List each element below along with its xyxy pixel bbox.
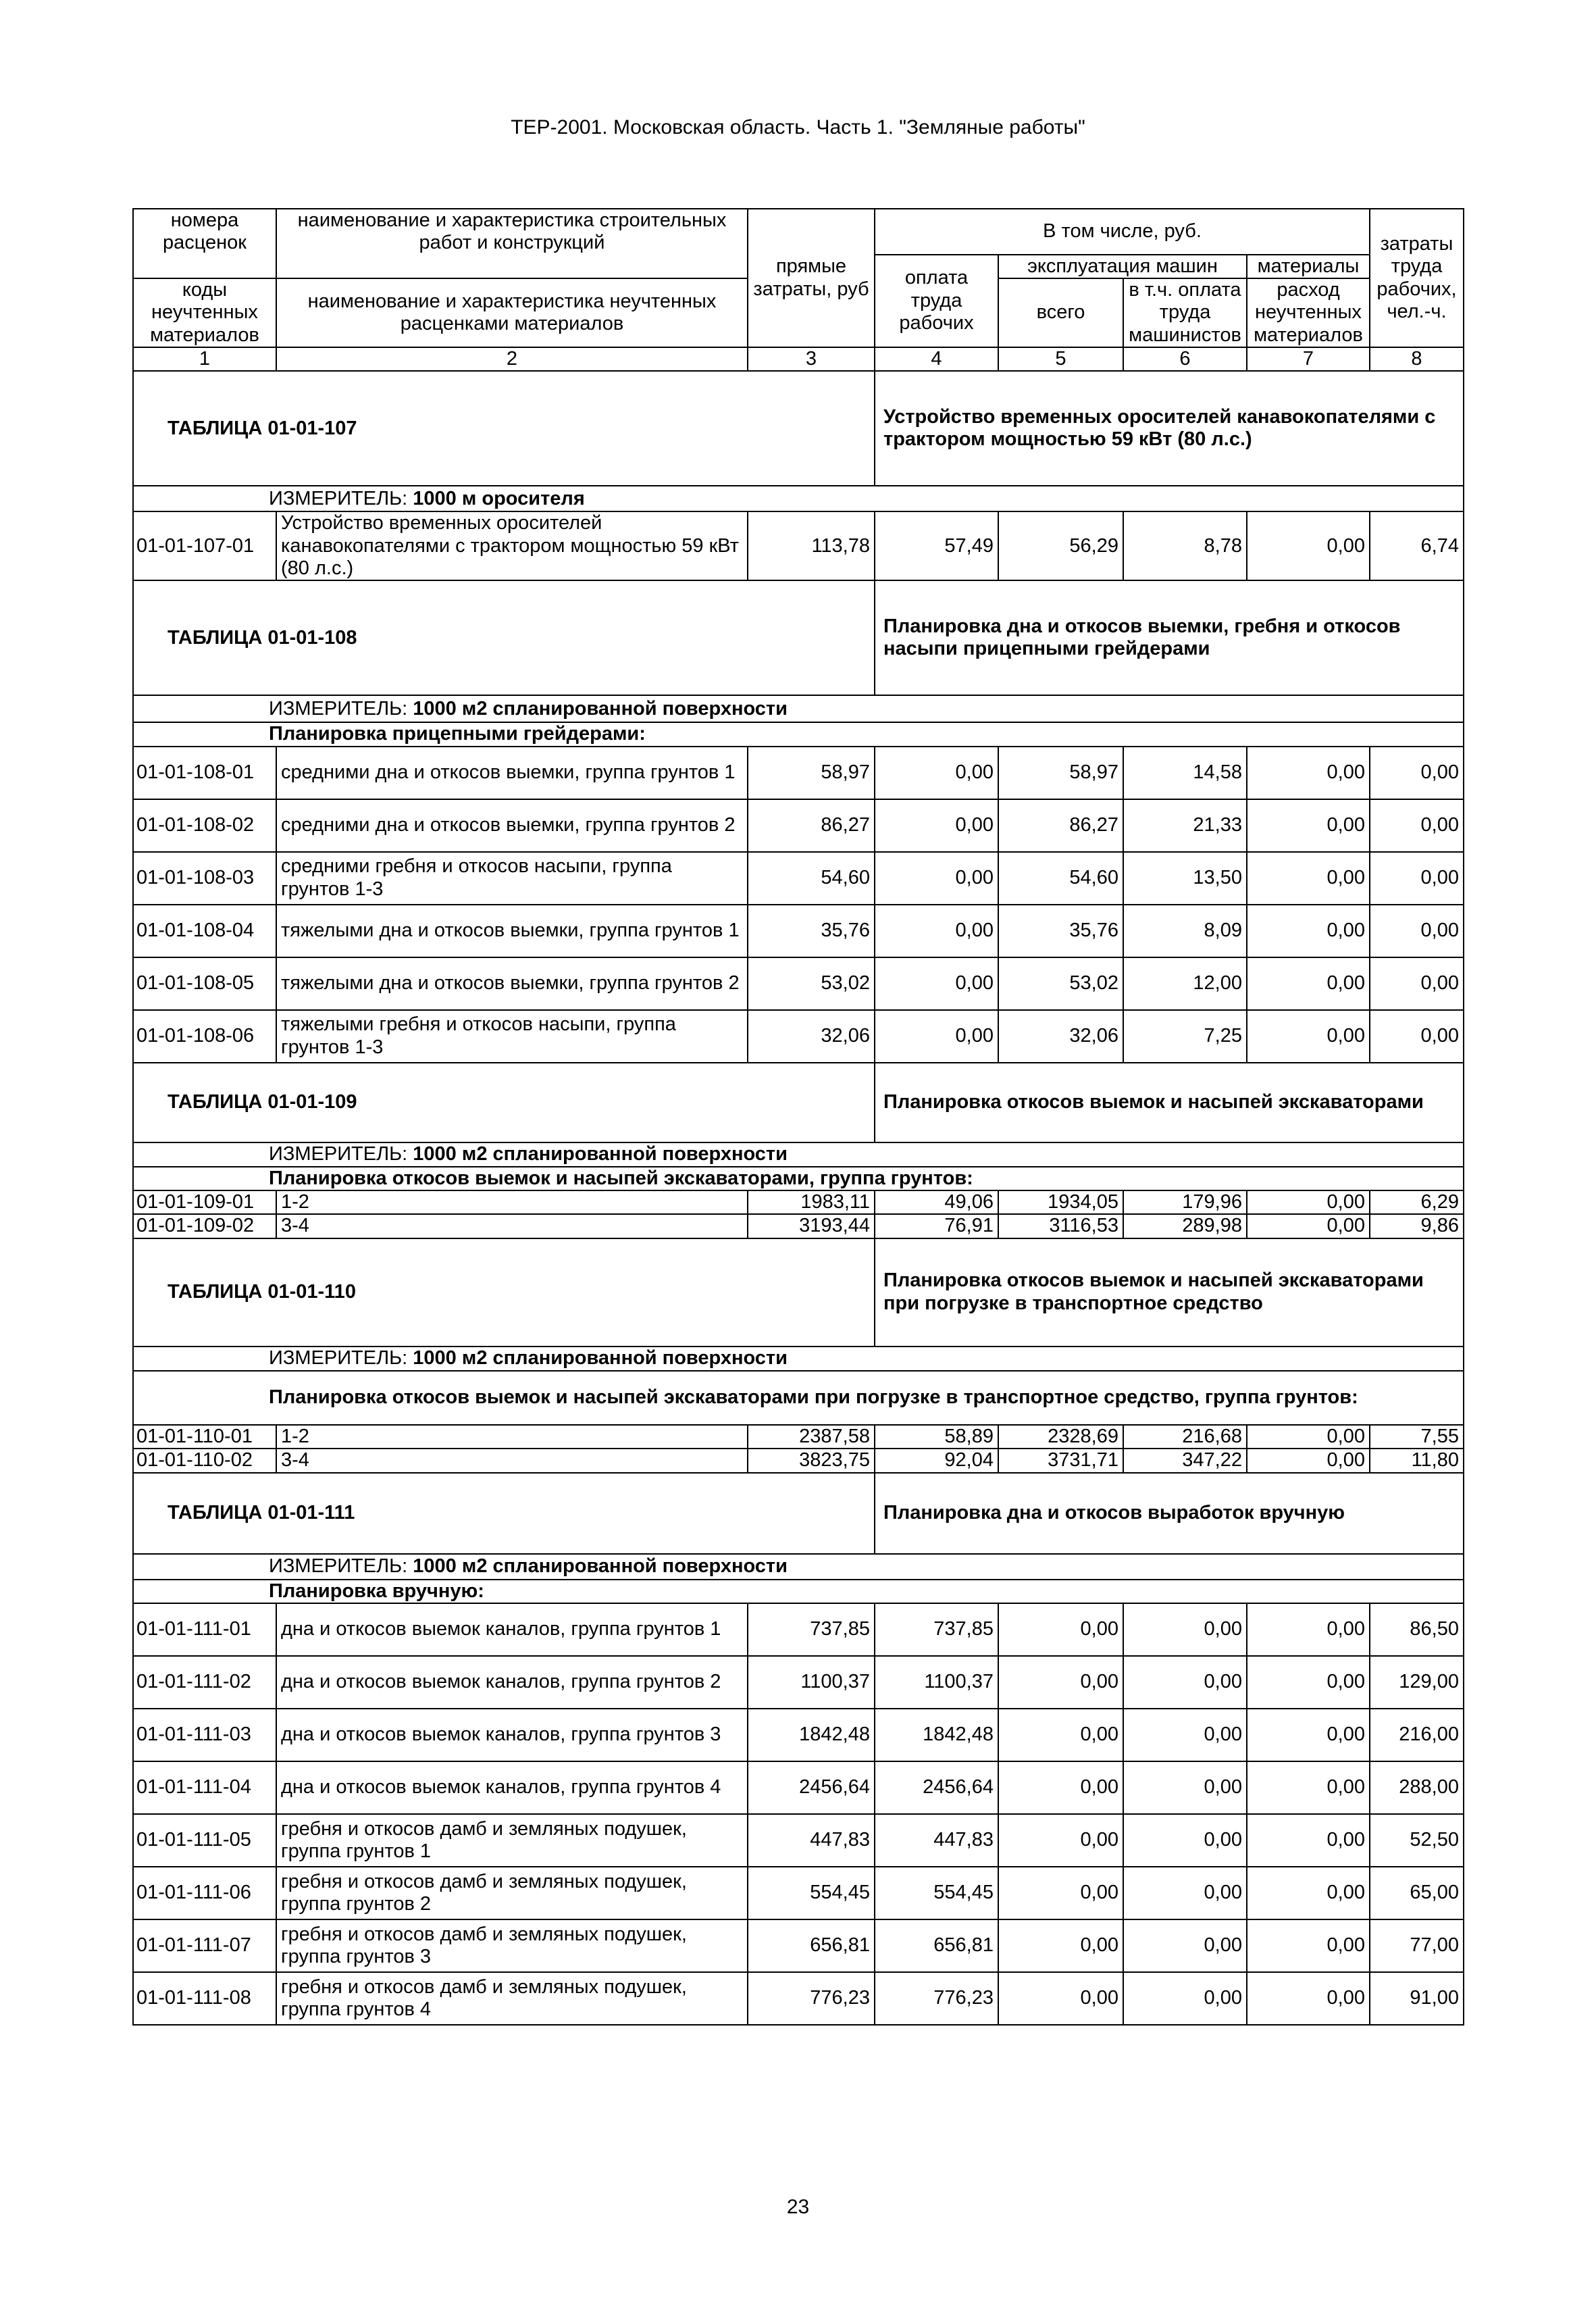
section-108 bbox=[133, 580, 1464, 1062]
section-subheading: Планировка откосов выемок и насыпей экскаваторами, группа грунтов: bbox=[133, 1167, 1464, 1190]
section-subheading: Планировка вручную: bbox=[133, 1580, 1464, 1603]
section-title: Планировка откосов выемок и насыпей экскаваторами bbox=[875, 1063, 1464, 1142]
header-numbers-row bbox=[133, 347, 1464, 371]
table-row: 01-01-108-02 средними дна и откосов выемки, группа грунтов 2 86,27 0,00 86,27 21,33 0,00 0,00 bbox=[133, 799, 1464, 852]
table-row: 01-01-108-06 тяжелыми гребня и откосов насыпи, группа грунтов 1-3 32,06 0,00 32,06 7,25 0,00 0,00 bbox=[133, 1010, 1464, 1063]
section-measure: ИЗМЕРИТЕЛЬ: 1000 м оросителя bbox=[133, 486, 1464, 511]
table-header bbox=[133, 209, 1464, 371]
header-col1-top: номера расценок bbox=[133, 209, 276, 255]
header-col6: в т.ч. оплата труда машинистов bbox=[1123, 278, 1247, 347]
header-col1-bottom: коды неучтенных материалов bbox=[133, 278, 276, 347]
price-table bbox=[132, 208, 1464, 2026]
section-table-label: ТАБЛИЦА 01-01-108 bbox=[133, 580, 875, 695]
section-111 bbox=[133, 1473, 1464, 2025]
page-number: 23 bbox=[786, 2196, 810, 2218]
section-table-label: ТАБЛИЦА 01-01-111 bbox=[133, 1473, 875, 1554]
table-row: 01-01-109-01 1-2 1983,11 49,06 1934,05 179,96 0,00 6,29 bbox=[133, 1190, 1464, 1214]
section-measure: ИЗМЕРИТЕЛЬ: 1000 м2 спланированной поверхности bbox=[133, 1142, 1464, 1167]
table-row: 01-01-109-02 3-4 3193,44 76,91 3116,53 289,98 0,00 9,86 bbox=[133, 1214, 1464, 1238]
section-109 bbox=[133, 1063, 1464, 1238]
table-row: 01-01-111-07 гребня и откосов дамб и земляных подушек, группа грунтов 3 656,81 656,81 0,00 0,00 0,00 77,00 bbox=[133, 1919, 1464, 1972]
table-row: 01-01-108-03 средними гребня и откосов насыпи, группа грунтов 1-3 54,60 0,00 54,60 13,50 0,00 0,00 bbox=[133, 852, 1464, 905]
section-measure: ИЗМЕРИТЕЛЬ: 1000 м2 спланированной поверхности bbox=[133, 1554, 1464, 1580]
page-header: ТЕР-2001. Московская область. Часть 1. "Земляные работы" bbox=[511, 116, 1085, 139]
header-num: 7 bbox=[1247, 347, 1370, 371]
section-title: Планировка дна и откосов выработок вручную bbox=[875, 1473, 1464, 1554]
table-row: 01-01-111-05 гребня и откосов дамб и земляных подушек, группа грунтов 1 447,83 447,83 0,00 0,00 0,00 52,50 bbox=[133, 1814, 1464, 1867]
table-row: 01-01-108-01 средними дна и откосов выемки, группа грунтов 1 58,97 0,00 58,97 14,58 0,00 0,00 bbox=[133, 747, 1464, 799]
header-col4: оплата труда рабочих bbox=[875, 255, 998, 347]
table-row: 01-01-108-04 тяжелыми дна и откосов выемки, группа грунтов 1 35,76 0,00 35,76 8,09 0,00 0,00 bbox=[133, 905, 1464, 957]
table-row: 01-01-111-04 дна и откосов выемок каналов, группа грунтов 4 2456,64 2456,64 0,00 0,00 0,00 288,00 bbox=[133, 1761, 1464, 1814]
section-measure: ИЗМЕРИТЕЛЬ: 1000 м2 спланированной поверхности bbox=[133, 695, 1464, 722]
header-num: 4 bbox=[875, 347, 998, 371]
table-row: 01-01-108-05 тяжелыми дна и откосов выемки, группа грунтов 2 53,02 0,00 53,02 12,00 0,00 0,00 bbox=[133, 957, 1464, 1010]
section-table-label: ТАБЛИЦА 01-01-110 bbox=[133, 1238, 875, 1347]
section-110 bbox=[133, 1238, 1464, 1473]
header-num: 2 bbox=[276, 347, 748, 371]
header-materials: материалы bbox=[1247, 255, 1370, 278]
table-row: 01-01-110-01 1-2 2387,58 58,89 2328,69 216,68 0,00 7,55 bbox=[133, 1425, 1464, 1449]
section-table-label: ТАБЛИЦА 01-01-107 bbox=[133, 371, 875, 486]
header-col5: всего bbox=[998, 278, 1123, 347]
section-title: Планировка дна и откосов выемки, гребня и откосов насыпи прицепными грейдерами bbox=[875, 580, 1464, 695]
header-col8: затраты труда рабочих, чел.-ч. bbox=[1370, 209, 1464, 347]
header-num: 8 bbox=[1370, 347, 1464, 371]
table-row: 01-01-107-01 Устройство временных оросителей канавокопателями с трактором мощностью 59 кВт (80 л.с.) 113,78 57,49 56,29 8,78 0,00 6,74 bbox=[133, 511, 1464, 580]
section-107 bbox=[133, 371, 1464, 580]
header-col2-top: наименование и характеристика строительных работ и конструкций bbox=[276, 209, 748, 255]
table-row: 01-01-110-02 3-4 3823,75 92,04 3731,71 347,22 0,00 11,80 bbox=[133, 1449, 1464, 1472]
header-num: 5 bbox=[998, 347, 1123, 371]
header-num: 3 bbox=[748, 347, 875, 371]
header-machines: эксплуатация машин bbox=[998, 255, 1247, 278]
header-num: 1 bbox=[133, 347, 276, 371]
table-row: 01-01-111-03 дна и откосов выемок каналов, группа грунтов 3 1842,48 1842,48 0,00 0,00 0,00 216,00 bbox=[133, 1709, 1464, 1761]
section-subheading: Планировка прицепными грейдерами: bbox=[133, 722, 1464, 746]
table-row: 01-01-111-01 дна и откосов выемок каналов, группа грунтов 1 737,85 737,85 0,00 0,00 0,00 86,50 bbox=[133, 1603, 1464, 1656]
header-col3: прямые затраты, руб bbox=[748, 209, 875, 347]
section-measure: ИЗМЕРИТЕЛЬ: 1000 м2 спланированной поверхности bbox=[133, 1347, 1464, 1371]
section-subheading: Планировка откосов выемок и насыпей экскаваторами при погрузке в транспортное средство, группа грунтов: bbox=[133, 1371, 1464, 1425]
section-title: Планировка откосов выемок и насыпей экскаваторами при погрузке в транспортное средство bbox=[875, 1238, 1464, 1347]
section-title: Устройство временных оросителей канавокопателями с трактором мощностью 59 кВт (80 л.с.) bbox=[875, 371, 1464, 486]
header-col7: расход неучтенных материалов bbox=[1247, 278, 1370, 347]
table-row: 01-01-111-08 гребня и откосов дамб и земляных подушек, группа грунтов 4 776,23 776,23 0,00 0,00 0,00 91,00 bbox=[133, 1972, 1464, 2025]
section-table-label: ТАБЛИЦА 01-01-109 bbox=[133, 1063, 875, 1142]
header-group: В том числе, руб. bbox=[875, 209, 1370, 255]
table-row: 01-01-111-02 дна и откосов выемок каналов, группа грунтов 2 1100,37 1100,37 0,00 0,00 0,00 129,00 bbox=[133, 1656, 1464, 1709]
header-col2-bottom: наименование и характеристика неучтенных расценками материалов bbox=[276, 278, 748, 347]
table-row: 01-01-111-06 гребня и откосов дамб и земляных подушек, группа грунтов 2 554,45 554,45 0,00 0,00 0,00 65,00 bbox=[133, 1867, 1464, 1919]
header-num: 6 bbox=[1123, 347, 1247, 371]
